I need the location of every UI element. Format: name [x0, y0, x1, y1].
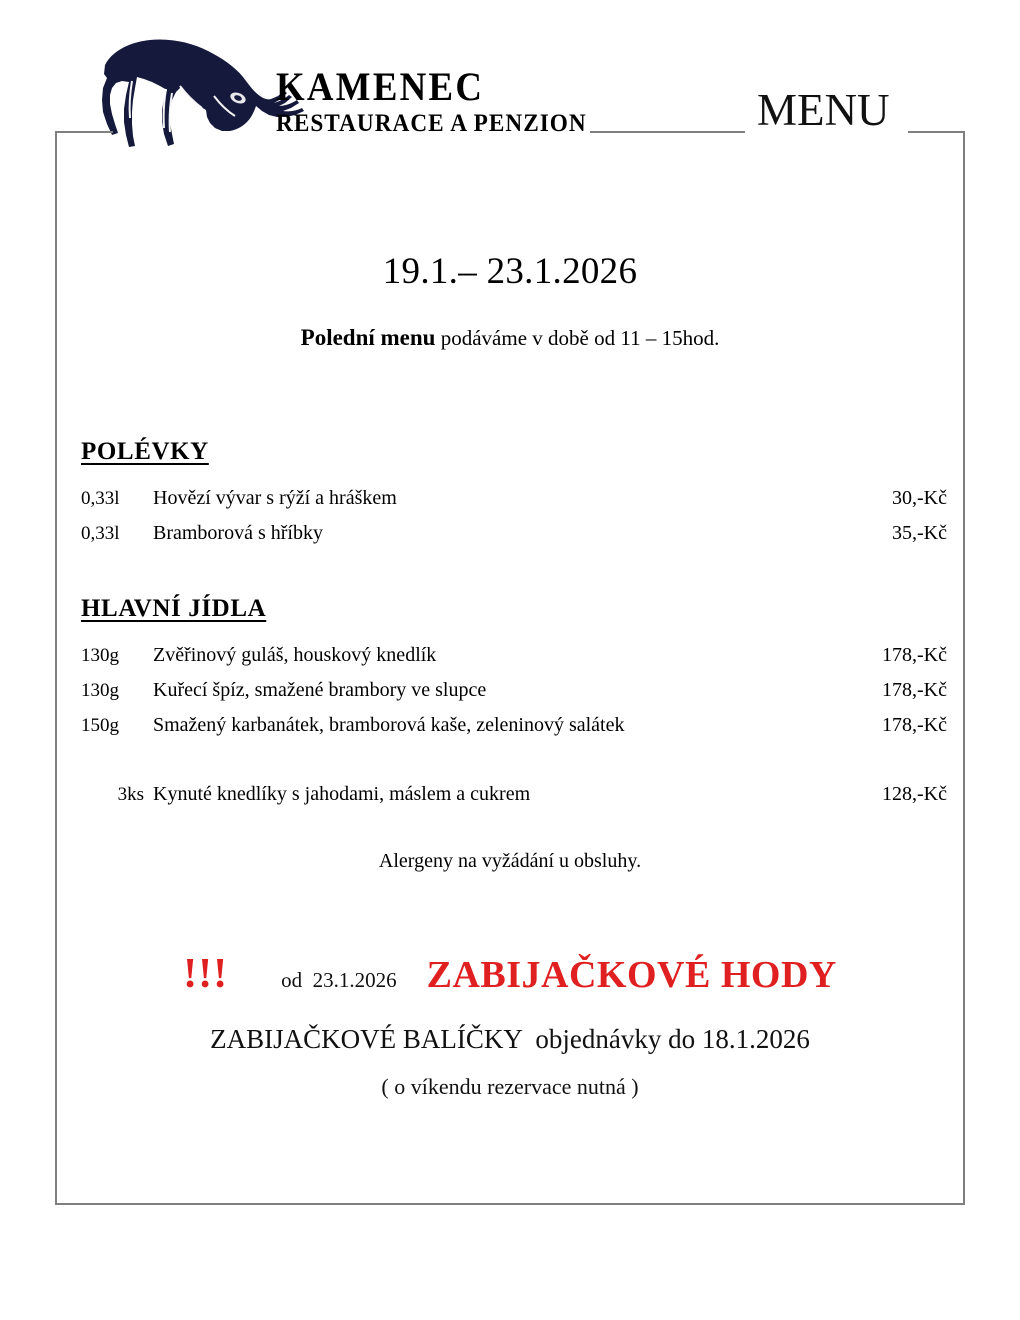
- item-quantity: 3ks: [117, 784, 144, 805]
- item-price: 35,-Kč: [892, 522, 947, 544]
- section-title-soups: POLÉVKY: [81, 438, 209, 465]
- menu-row: [81, 481, 947, 516]
- logo-wordmark: [276, 66, 676, 139]
- serving-hours-note: [55, 325, 965, 351]
- menu-body: [55, 131, 965, 1205]
- page-header: [0, 0, 1020, 150]
- section-title-main-dishes: HLAVNÍ JÍDLA: [81, 595, 267, 622]
- item-quantity: 150g: [81, 715, 119, 736]
- item-description: Kuřecí špíz, smažené brambory ve slupce: [153, 679, 487, 701]
- item-quantity: 0,33l: [81, 488, 120, 509]
- menu-row: [81, 516, 947, 551]
- item-price: 30,-Kč: [892, 487, 947, 509]
- item-quantity: 130g: [81, 645, 119, 666]
- page-title: MENU: [757, 85, 890, 135]
- item-price: 178,-Kč: [882, 679, 947, 701]
- promo-headline: [55, 951, 965, 998]
- item-description: Smažený karbanátek, bramborová kaše, zeleninový salátek: [153, 714, 625, 736]
- allergen-note: Alergeny na vyžádání u obsluhy.: [378, 850, 642, 872]
- promo-packages-line: ZABIJAČKOVÉ BALÍČKY objednávky do 18.1.2026: [210, 1024, 810, 1054]
- serving-hours-label: Polední menu: [300, 325, 436, 350]
- item-description: Hovězí vývar s rýží a hráškem: [153, 487, 397, 509]
- logo-subtitle: RESTAURACE A PENZION: [276, 110, 587, 137]
- promo-title: ZABIJAČKOVÉ HODY: [426, 954, 837, 996]
- menu-row: [81, 638, 947, 673]
- menu-section-soups: [81, 438, 947, 551]
- promo-reservation-note: ( o víkendu rezervace nutná ): [381, 1074, 639, 1099]
- menu-date-range: 19.1.– 23.1.2026: [382, 251, 638, 292]
- serving-hours-detail: podáváme v době od 11 – 15hod.: [435, 326, 720, 350]
- item-price: 178,-Kč: [882, 714, 947, 736]
- menu-row-spacer: [81, 743, 947, 777]
- logo-name: KAMENEC: [276, 64, 485, 109]
- item-description: Zvěřinový guláš, houskový knedlík: [153, 644, 437, 666]
- promo-exclamation: !!!: [183, 951, 229, 997]
- item-price: 128,-Kč: [882, 783, 947, 805]
- item-quantity: 0,33l: [81, 523, 120, 544]
- item-description: Kynuté knedlíky s jahodami, máslem a cukrem: [153, 783, 531, 805]
- promo-start-date: od 23.1.2026: [281, 968, 397, 992]
- menu-section-main-dishes: [81, 595, 947, 812]
- item-quantity: 130g: [81, 680, 119, 701]
- item-description: Bramborová s hříbky: [153, 522, 323, 544]
- item-price: 178,-Kč: [882, 644, 947, 666]
- promo-block: [55, 951, 965, 1102]
- menu-row: [81, 777, 947, 812]
- menu-row: [81, 673, 947, 708]
- menu-row: [81, 708, 947, 743]
